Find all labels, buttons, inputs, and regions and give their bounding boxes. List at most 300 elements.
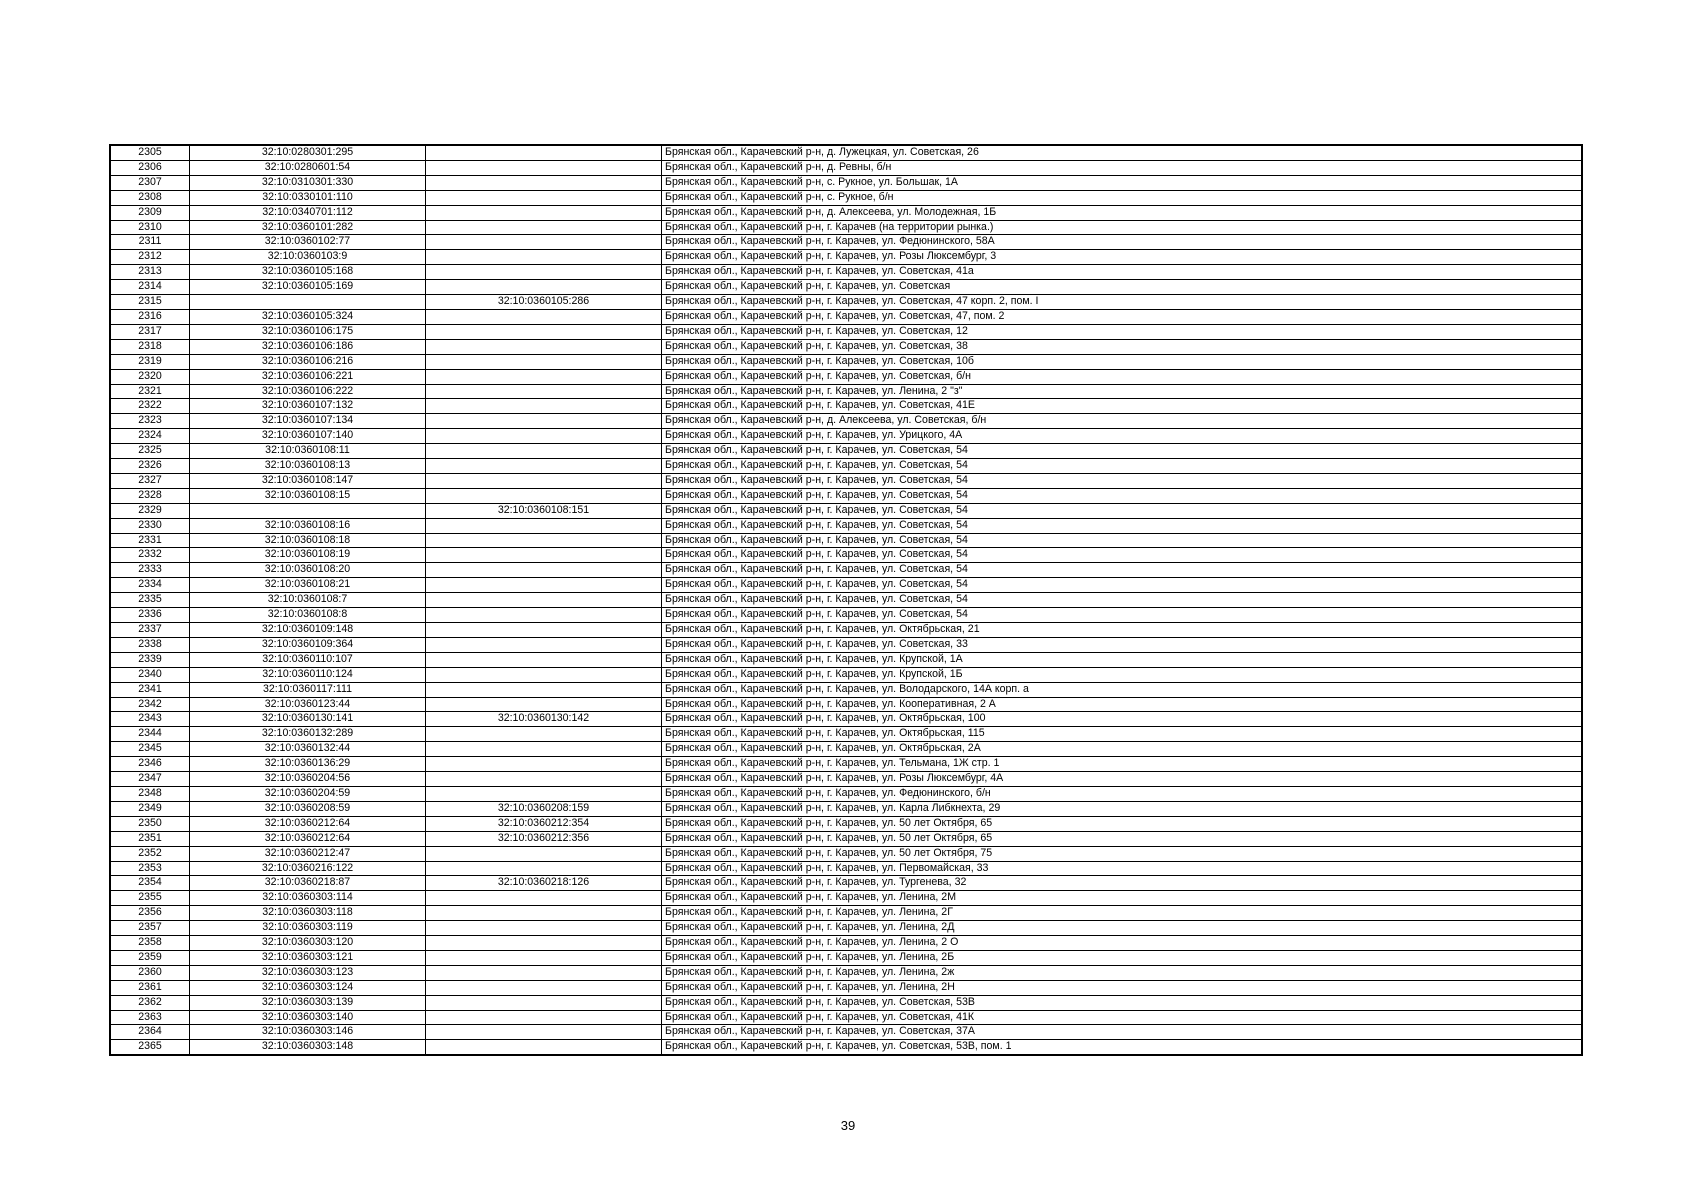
address-cell: Брянская обл., Карачевский р-н, г. Карачев, ул. Ленина, 2 "з" bbox=[662, 384, 1583, 399]
cadastral-number-cell: 32:10:0360108:147 bbox=[190, 473, 426, 488]
cadastral-number-cell: 32:10:0360108:7 bbox=[190, 593, 426, 608]
row-number-cell: 2311 bbox=[110, 235, 190, 250]
cadastral-number-cell: 32:10:0360108:11 bbox=[190, 444, 426, 459]
address-cell: Брянская обл., Карачевский р-н, д. Ревны, б/н bbox=[662, 160, 1583, 175]
table-row bbox=[110, 965, 1582, 980]
address-cell: Брянская обл., Карачевский р-н, г. Карачев, ул. Ленина, 2Г bbox=[662, 906, 1583, 921]
related-cadastral-number-cell bbox=[426, 950, 662, 965]
cadastral-number-cell: 32:10:0280301:295 bbox=[190, 145, 426, 160]
table-row bbox=[110, 980, 1582, 995]
table-row bbox=[110, 637, 1582, 652]
cadastral-number-cell: 32:10:0360108:15 bbox=[190, 488, 426, 503]
related-cadastral-number-cell bbox=[426, 309, 662, 324]
row-number-cell: 2361 bbox=[110, 980, 190, 995]
table-row bbox=[110, 235, 1582, 250]
row-number-cell: 2343 bbox=[110, 712, 190, 727]
table-row bbox=[110, 608, 1582, 623]
related-cadastral-number-cell: 32:10:0360108:151 bbox=[426, 503, 662, 518]
related-cadastral-number-cell: 32:10:0360130:142 bbox=[426, 712, 662, 727]
row-number-cell: 2315 bbox=[110, 295, 190, 310]
table-row bbox=[110, 220, 1582, 235]
address-cell: Брянская обл., Карачевский р-н, д. Алексеева, ул. Молодежная, 1Б bbox=[662, 205, 1583, 220]
cadastral-number-cell: 32:10:0360106:186 bbox=[190, 339, 426, 354]
table-row bbox=[110, 354, 1582, 369]
table-row bbox=[110, 1010, 1582, 1025]
row-number-cell: 2336 bbox=[110, 608, 190, 623]
address-cell: Брянская обл., Карачевский р-н, г. Карачев, ул. Советская, 47 корп. 2, пом. I bbox=[662, 295, 1583, 310]
row-number-cell: 2359 bbox=[110, 950, 190, 965]
cadastral-number-cell: 32:10:0360108:16 bbox=[190, 518, 426, 533]
related-cadastral-number-cell bbox=[426, 414, 662, 429]
row-number-cell: 2350 bbox=[110, 816, 190, 831]
table-row bbox=[110, 578, 1582, 593]
table-row bbox=[110, 339, 1582, 354]
table-row bbox=[110, 936, 1582, 951]
related-cadastral-number-cell bbox=[426, 1040, 662, 1055]
cadastral-number-cell: 32:10:0360303:139 bbox=[190, 995, 426, 1010]
address-cell: Брянская обл., Карачевский р-н, г. Карачев, ул. Тургенева, 32 bbox=[662, 876, 1583, 891]
row-number-cell: 2355 bbox=[110, 891, 190, 906]
row-number-cell: 2325 bbox=[110, 444, 190, 459]
table-row bbox=[110, 623, 1582, 638]
row-number-cell: 2344 bbox=[110, 727, 190, 742]
cadastral-number-cell: 32:10:0360107:140 bbox=[190, 429, 426, 444]
related-cadastral-number-cell bbox=[426, 846, 662, 861]
related-cadastral-number-cell bbox=[426, 1025, 662, 1040]
row-number-cell: 2308 bbox=[110, 190, 190, 205]
address-cell: Брянская обл., Карачевский р-н, г. Карачев, ул. Советская, 54 bbox=[662, 548, 1583, 563]
cadastral-number-cell: 32:10:0360110:124 bbox=[190, 667, 426, 682]
address-cell: Брянская обл., Карачевский р-н, г. Карачев, ул. Крупской, 1А bbox=[662, 652, 1583, 667]
row-number-cell: 2337 bbox=[110, 623, 190, 638]
related-cadastral-number-cell bbox=[426, 250, 662, 265]
cadastral-number-cell: 32:10:0360303:140 bbox=[190, 1010, 426, 1025]
related-cadastral-number-cell bbox=[426, 965, 662, 980]
related-cadastral-number-cell bbox=[426, 921, 662, 936]
address-cell: Брянская обл., Карачевский р-н, г. Карачев, ул. Советская, 12 bbox=[662, 324, 1583, 339]
table-row bbox=[110, 593, 1582, 608]
table-row bbox=[110, 369, 1582, 384]
related-cadastral-number-cell bbox=[426, 861, 662, 876]
table-row bbox=[110, 772, 1582, 787]
cadastral-number-cell: 32:10:0360105:169 bbox=[190, 280, 426, 295]
address-cell: Брянская обл., Карачевский р-н, г. Карачев, ул. Володарского, 14А корп. а bbox=[662, 682, 1583, 697]
table-row bbox=[110, 742, 1582, 757]
address-cell: Брянская обл., Карачевский р-н, г. Карачев, ул. Советская, 53В bbox=[662, 995, 1583, 1010]
row-number-cell: 2349 bbox=[110, 801, 190, 816]
row-number-cell: 2313 bbox=[110, 265, 190, 280]
row-number-cell: 2328 bbox=[110, 488, 190, 503]
row-number-cell: 2320 bbox=[110, 369, 190, 384]
address-cell: Брянская обл., Карачевский р-н, г. Карачев, ул. Карла Либкнехта, 29 bbox=[662, 801, 1583, 816]
cadastral-number-cell: 32:10:0360132:289 bbox=[190, 727, 426, 742]
address-cell: Брянская обл., Карачевский р-н, г. Карачев, ул. 50 лет Октября, 65 bbox=[662, 816, 1583, 831]
related-cadastral-number-cell bbox=[426, 280, 662, 295]
row-number-cell: 2340 bbox=[110, 667, 190, 682]
address-cell: Брянская обл., Карачевский р-н, г. Карачев, ул. Розы Люксембург, 3 bbox=[662, 250, 1583, 265]
table-row bbox=[110, 727, 1582, 742]
row-number-cell: 2345 bbox=[110, 742, 190, 757]
address-cell: Брянская обл., Карачевский р-н, г. Карачев, ул. Советская, 54 bbox=[662, 563, 1583, 578]
related-cadastral-number-cell bbox=[426, 891, 662, 906]
address-cell: Брянская обл., Карачевский р-н, г. Карачев, ул. Ленина, 2 О bbox=[662, 936, 1583, 951]
address-cell: Брянская обл., Карачевский р-н, г. Карачев, ул. Советская, 53В, пом. 1 bbox=[662, 1040, 1583, 1055]
table-row bbox=[110, 518, 1582, 533]
row-number-cell: 2363 bbox=[110, 1010, 190, 1025]
row-number-cell: 2316 bbox=[110, 309, 190, 324]
table-row bbox=[110, 846, 1582, 861]
address-cell: Брянская обл., Карачевский р-н, г. Карачев, ул. Советская, 41К bbox=[662, 1010, 1583, 1025]
row-number-cell: 2322 bbox=[110, 399, 190, 414]
property-registry-table bbox=[109, 144, 1583, 1056]
table-row bbox=[110, 712, 1582, 727]
address-cell: Брянская обл., Карачевский р-н, г. Карачев, ул. Советская, 38 bbox=[662, 339, 1583, 354]
address-cell: Брянская обл., Карачевский р-н, г. Карачев, ул. 50 лет Октября, 75 bbox=[662, 846, 1583, 861]
table-row bbox=[110, 906, 1582, 921]
related-cadastral-number-cell bbox=[426, 160, 662, 175]
cadastral-number-cell: 32:10:0330101:110 bbox=[190, 190, 426, 205]
cadastral-number-cell: 32:10:0360106:221 bbox=[190, 369, 426, 384]
row-number-cell: 2358 bbox=[110, 936, 190, 951]
row-number-cell: 2326 bbox=[110, 459, 190, 474]
table-row bbox=[110, 816, 1582, 831]
cadastral-number-cell: 32:10:0360303:124 bbox=[190, 980, 426, 995]
cadastral-number-cell: 32:10:0360303:114 bbox=[190, 891, 426, 906]
table-row bbox=[110, 682, 1582, 697]
related-cadastral-number-cell: 32:10:0360218:126 bbox=[426, 876, 662, 891]
table-row bbox=[110, 384, 1582, 399]
address-cell: Брянская обл., Карачевский р-н, г. Карачев, ул. Советская, 54 bbox=[662, 608, 1583, 623]
row-number-cell: 2335 bbox=[110, 593, 190, 608]
address-cell: Брянская обл., Карачевский р-н, г. Карачев, ул. Советская, 41Е bbox=[662, 399, 1583, 414]
table-row bbox=[110, 786, 1582, 801]
table-row bbox=[110, 160, 1582, 175]
address-cell: Брянская обл., Карачевский р-н, г. Карачев, ул. Советская, 54 bbox=[662, 503, 1583, 518]
related-cadastral-number-cell bbox=[426, 444, 662, 459]
related-cadastral-number-cell bbox=[426, 786, 662, 801]
address-cell: Брянская обл., Карачевский р-н, г. Карачев, ул. Крупской, 1Б bbox=[662, 667, 1583, 682]
cadastral-number-cell: 32:10:0280601:54 bbox=[190, 160, 426, 175]
related-cadastral-number-cell bbox=[426, 369, 662, 384]
address-cell: Брянская обл., Карачевский р-н, г. Карачев, ул. Октябрьская, 115 bbox=[662, 727, 1583, 742]
row-number-cell: 2317 bbox=[110, 324, 190, 339]
row-number-cell: 2305 bbox=[110, 145, 190, 160]
address-cell: Брянская обл., Карачевский р-н, г. Карачев, ул. Ленина, 2Б bbox=[662, 950, 1583, 965]
related-cadastral-number-cell bbox=[426, 623, 662, 638]
table-row bbox=[110, 757, 1582, 772]
table-row bbox=[110, 205, 1582, 220]
cadastral-number-cell: 32:10:0360108:21 bbox=[190, 578, 426, 593]
related-cadastral-number-cell bbox=[426, 936, 662, 951]
row-number-cell: 2364 bbox=[110, 1025, 190, 1040]
related-cadastral-number-cell bbox=[426, 727, 662, 742]
address-cell: Брянская обл., Карачевский р-н, г. Карачев, ул. Советская, б/н bbox=[662, 369, 1583, 384]
table-row bbox=[110, 652, 1582, 667]
row-number-cell: 2354 bbox=[110, 876, 190, 891]
row-number-cell: 2341 bbox=[110, 682, 190, 697]
related-cadastral-number-cell bbox=[426, 220, 662, 235]
related-cadastral-number-cell bbox=[426, 175, 662, 190]
table-row bbox=[110, 295, 1582, 310]
address-cell: Брянская обл., Карачевский р-н, г. Карачев, ул. Ленина, 2Д bbox=[662, 921, 1583, 936]
table-row bbox=[110, 473, 1582, 488]
related-cadastral-number-cell bbox=[426, 235, 662, 250]
row-number-cell: 2330 bbox=[110, 518, 190, 533]
address-cell: Брянская обл., Карачевский р-н, г. Карачев, ул. Ленина, 2Н bbox=[662, 980, 1583, 995]
cadastral-number-cell: 32:10:0360204:59 bbox=[190, 786, 426, 801]
address-cell: Брянская обл., Карачевский р-н, г. Карачев, ул. Розы Люксембург, 4А bbox=[662, 772, 1583, 787]
registry-table-body bbox=[110, 145, 1582, 1055]
related-cadastral-number-cell bbox=[426, 608, 662, 623]
related-cadastral-number-cell bbox=[426, 354, 662, 369]
row-number-cell: 2339 bbox=[110, 652, 190, 667]
cadastral-number-cell: 32:10:0360212:64 bbox=[190, 816, 426, 831]
cadastral-number-cell: 32:10:0360105:324 bbox=[190, 309, 426, 324]
table-row bbox=[110, 175, 1582, 190]
cadastral-number-cell bbox=[190, 503, 426, 518]
related-cadastral-number-cell bbox=[426, 324, 662, 339]
row-number-cell: 2329 bbox=[110, 503, 190, 518]
address-cell: Брянская обл., Карачевский р-н, г. Карачев (на территории рынка.) bbox=[662, 220, 1583, 235]
row-number-cell: 2307 bbox=[110, 175, 190, 190]
related-cadastral-number-cell: 32:10:0360208:159 bbox=[426, 801, 662, 816]
table-row bbox=[110, 190, 1582, 205]
page-number: 39 bbox=[840, 1118, 856, 1133]
address-cell: Брянская обл., Карачевский р-н, г. Карачев, ул. Кооперативная, 2 А bbox=[662, 697, 1583, 712]
related-cadastral-number-cell bbox=[426, 190, 662, 205]
row-number-cell: 2352 bbox=[110, 846, 190, 861]
table-row bbox=[110, 861, 1582, 876]
row-number-cell: 2327 bbox=[110, 473, 190, 488]
cadastral-number-cell: 32:10:0360106:175 bbox=[190, 324, 426, 339]
address-cell: Брянская обл., Карачевский р-н, г. Карачев, ул. Советская, 54 bbox=[662, 459, 1583, 474]
address-cell: Брянская обл., Карачевский р-н, с. Рукное, б/н bbox=[662, 190, 1583, 205]
related-cadastral-number-cell bbox=[426, 742, 662, 757]
table-row bbox=[110, 250, 1582, 265]
address-cell: Брянская обл., Карачевский р-н, г. Карачев, ул. 50 лет Октября, 65 bbox=[662, 831, 1583, 846]
row-number-cell: 2318 bbox=[110, 339, 190, 354]
related-cadastral-number-cell bbox=[426, 757, 662, 772]
table-row bbox=[110, 876, 1582, 891]
cadastral-number-cell: 32:10:0310301:330 bbox=[190, 175, 426, 190]
table-row bbox=[110, 1025, 1582, 1040]
table-row bbox=[110, 145, 1582, 160]
related-cadastral-number-cell bbox=[426, 593, 662, 608]
address-cell: Брянская обл., Карачевский р-н, г. Карачев, ул. Советская, 37А bbox=[662, 1025, 1583, 1040]
related-cadastral-number-cell bbox=[426, 906, 662, 921]
cadastral-number-cell: 32:10:0360106:216 bbox=[190, 354, 426, 369]
related-cadastral-number-cell bbox=[426, 518, 662, 533]
related-cadastral-number-cell bbox=[426, 339, 662, 354]
related-cadastral-number-cell bbox=[426, 772, 662, 787]
related-cadastral-number-cell bbox=[426, 563, 662, 578]
table-row bbox=[110, 488, 1582, 503]
cadastral-number-cell: 32:10:0360303:118 bbox=[190, 906, 426, 921]
row-number-cell: 2342 bbox=[110, 697, 190, 712]
related-cadastral-number-cell: 32:10:0360212:356 bbox=[426, 831, 662, 846]
table-row bbox=[110, 309, 1582, 324]
cadastral-number-cell: 32:10:0360108:20 bbox=[190, 563, 426, 578]
row-number-cell: 2357 bbox=[110, 921, 190, 936]
row-number-cell: 2324 bbox=[110, 429, 190, 444]
related-cadastral-number-cell bbox=[426, 488, 662, 503]
related-cadastral-number-cell bbox=[426, 682, 662, 697]
related-cadastral-number-cell bbox=[426, 145, 662, 160]
table-row bbox=[110, 533, 1582, 548]
related-cadastral-number-cell bbox=[426, 205, 662, 220]
table-row bbox=[110, 548, 1582, 563]
table-row bbox=[110, 399, 1582, 414]
row-number-cell: 2309 bbox=[110, 205, 190, 220]
address-cell: Брянская обл., Карачевский р-н, г. Карачев, ул. Советская, 54 bbox=[662, 488, 1583, 503]
cadastral-number-cell: 32:10:0360218:87 bbox=[190, 876, 426, 891]
address-cell: Брянская обл., Карачевский р-н, г. Карачев, ул. Октябрьская, 21 bbox=[662, 623, 1583, 638]
table-row bbox=[110, 1040, 1582, 1055]
cadastral-number-cell: 32:10:0360132:44 bbox=[190, 742, 426, 757]
cadastral-number-cell: 32:10:0360204:56 bbox=[190, 772, 426, 787]
row-number-cell: 2356 bbox=[110, 906, 190, 921]
row-number-cell: 2319 bbox=[110, 354, 190, 369]
related-cadastral-number-cell bbox=[426, 652, 662, 667]
row-number-cell: 2331 bbox=[110, 533, 190, 548]
cadastral-number-cell: 32:10:0360303:148 bbox=[190, 1040, 426, 1055]
cadastral-number-cell: 32:10:0360130:141 bbox=[190, 712, 426, 727]
table-row bbox=[110, 324, 1582, 339]
row-number-cell: 2334 bbox=[110, 578, 190, 593]
row-number-cell: 2348 bbox=[110, 786, 190, 801]
table-row bbox=[110, 950, 1582, 965]
cadastral-number-cell: 32:10:0360303:121 bbox=[190, 950, 426, 965]
cadastral-number-cell bbox=[190, 295, 426, 310]
address-cell: Брянская обл., Карачевский р-н, г. Карачев, ул. Ленина, 2М bbox=[662, 891, 1583, 906]
row-number-cell: 2360 bbox=[110, 965, 190, 980]
cadastral-number-cell: 32:10:0360102:77 bbox=[190, 235, 426, 250]
related-cadastral-number-cell bbox=[426, 697, 662, 712]
table-row bbox=[110, 414, 1582, 429]
related-cadastral-number-cell bbox=[426, 995, 662, 1010]
related-cadastral-number-cell bbox=[426, 533, 662, 548]
cadastral-number-cell: 32:10:0360212:64 bbox=[190, 831, 426, 846]
address-cell: Брянская обл., Карачевский р-н, г. Карачев, ул. Советская, 54 bbox=[662, 593, 1583, 608]
table-row bbox=[110, 667, 1582, 682]
address-cell: Брянская обл., Карачевский р-н, г. Карачев, ул. Советская, 10б bbox=[662, 354, 1583, 369]
cadastral-number-cell: 32:10:0360123:44 bbox=[190, 697, 426, 712]
address-cell: Брянская обл., Карачевский р-н, г. Карачев, ул. Советская, 41а bbox=[662, 265, 1583, 280]
row-number-cell: 2321 bbox=[110, 384, 190, 399]
table-row bbox=[110, 563, 1582, 578]
row-number-cell: 2338 bbox=[110, 637, 190, 652]
cadastral-number-cell: 32:10:0360101:282 bbox=[190, 220, 426, 235]
cadastral-number-cell: 32:10:0360303:119 bbox=[190, 921, 426, 936]
cadastral-number-cell: 32:10:0360303:120 bbox=[190, 936, 426, 951]
cadastral-number-cell: 32:10:0360109:364 bbox=[190, 637, 426, 652]
row-number-cell: 2346 bbox=[110, 757, 190, 772]
table-row bbox=[110, 697, 1582, 712]
table-row bbox=[110, 444, 1582, 459]
address-cell: Брянская обл., Карачевский р-н, г. Карачев, ул. Советская, 54 bbox=[662, 518, 1583, 533]
address-cell: Брянская обл., Карачевский р-н, г. Карачев, ул. Октябрьская, 100 bbox=[662, 712, 1583, 727]
related-cadastral-number-cell bbox=[426, 548, 662, 563]
cadastral-number-cell: 32:10:0360107:134 bbox=[190, 414, 426, 429]
cadastral-number-cell: 32:10:0360108:13 bbox=[190, 459, 426, 474]
cadastral-number-cell: 32:10:0360107:132 bbox=[190, 399, 426, 414]
related-cadastral-number-cell bbox=[426, 473, 662, 488]
cadastral-number-cell: 32:10:0360105:168 bbox=[190, 265, 426, 280]
cadastral-number-cell: 32:10:0360303:123 bbox=[190, 965, 426, 980]
address-cell: Брянская обл., Карачевский р-н, с. Рукное, ул. Большак, 1А bbox=[662, 175, 1583, 190]
related-cadastral-number-cell bbox=[426, 265, 662, 280]
row-number-cell: 2333 bbox=[110, 563, 190, 578]
address-cell: Брянская обл., Карачевский р-н, г. Карачев, ул. Октябрьская, 2А bbox=[662, 742, 1583, 757]
address-cell: Брянская обл., Карачевский р-н, г. Карачев, ул. Советская, 33 bbox=[662, 637, 1583, 652]
address-cell: Брянская обл., Карачевский р-н, г. Карачев, ул. Ленина, 2ж bbox=[662, 965, 1583, 980]
address-cell: Брянская обл., Карачевский р-н, г. Карачев, ул. Советская, 47, пом. 2 bbox=[662, 309, 1583, 324]
related-cadastral-number-cell: 32:10:0360105:286 bbox=[426, 295, 662, 310]
address-cell: Брянская обл., Карачевский р-н, д. Лужецкая, ул. Советская, 26 bbox=[662, 145, 1583, 160]
address-cell: Брянская обл., Карачевский р-н, г. Карачев, ул. Урицкого, 4А bbox=[662, 429, 1583, 444]
row-number-cell: 2351 bbox=[110, 831, 190, 846]
related-cadastral-number-cell bbox=[426, 637, 662, 652]
row-number-cell: 2312 bbox=[110, 250, 190, 265]
table-row bbox=[110, 891, 1582, 906]
table-row bbox=[110, 265, 1582, 280]
table-row bbox=[110, 831, 1582, 846]
cadastral-number-cell: 32:10:0360136:29 bbox=[190, 757, 426, 772]
related-cadastral-number-cell bbox=[426, 578, 662, 593]
address-cell: Брянская обл., Карачевский р-н, д. Алексеева, ул. Советская, б/н bbox=[662, 414, 1583, 429]
address-cell: Брянская обл., Карачевский р-н, г. Карачев, ул. Советская bbox=[662, 280, 1583, 295]
address-cell: Брянская обл., Карачевский р-н, г. Карачев, ул. Советская, 54 bbox=[662, 473, 1583, 488]
table-row bbox=[110, 801, 1582, 816]
cadastral-number-cell: 32:10:0360108:19 bbox=[190, 548, 426, 563]
address-cell: Брянская обл., Карачевский р-н, г. Карачев, ул. Федюнинского, б/н bbox=[662, 786, 1583, 801]
table-row bbox=[110, 429, 1582, 444]
table-row bbox=[110, 280, 1582, 295]
table-row bbox=[110, 459, 1582, 474]
related-cadastral-number-cell bbox=[426, 399, 662, 414]
row-number-cell: 2365 bbox=[110, 1040, 190, 1055]
cadastral-number-cell: 32:10:0360216:122 bbox=[190, 861, 426, 876]
related-cadastral-number-cell bbox=[426, 384, 662, 399]
cadastral-number-cell: 32:10:0360108:18 bbox=[190, 533, 426, 548]
cadastral-number-cell: 32:10:0360208:59 bbox=[190, 801, 426, 816]
cadastral-number-cell: 32:10:0360109:148 bbox=[190, 623, 426, 638]
row-number-cell: 2362 bbox=[110, 995, 190, 1010]
cadastral-number-cell: 32:10:0360117:111 bbox=[190, 682, 426, 697]
cadastral-number-cell: 32:10:0360103:9 bbox=[190, 250, 426, 265]
row-number-cell: 2306 bbox=[110, 160, 190, 175]
related-cadastral-number-cell bbox=[426, 980, 662, 995]
related-cadastral-number-cell bbox=[426, 459, 662, 474]
row-number-cell: 2332 bbox=[110, 548, 190, 563]
row-number-cell: 2314 bbox=[110, 280, 190, 295]
row-number-cell: 2347 bbox=[110, 772, 190, 787]
address-cell: Брянская обл., Карачевский р-н, г. Карачев, ул. Советская, 54 bbox=[662, 578, 1583, 593]
address-cell: Брянская обл., Карачевский р-н, г. Карачев, ул. Тельмана, 1Ж стр. 1 bbox=[662, 757, 1583, 772]
address-cell: Брянская обл., Карачевский р-н, г. Карачев, ул. Федюнинского, 58А bbox=[662, 235, 1583, 250]
related-cadastral-number-cell bbox=[426, 1010, 662, 1025]
cadastral-number-cell: 32:10:0360108:8 bbox=[190, 608, 426, 623]
table-row bbox=[110, 503, 1582, 518]
cadastral-number-cell: 32:10:0360106:222 bbox=[190, 384, 426, 399]
row-number-cell: 2353 bbox=[110, 861, 190, 876]
address-cell: Брянская обл., Карачевский р-н, г. Карачев, ул. Первомайская, 33 bbox=[662, 861, 1583, 876]
cadastral-number-cell: 32:10:0360303:146 bbox=[190, 1025, 426, 1040]
cadastral-number-cell: 32:10:0340701:112 bbox=[190, 205, 426, 220]
related-cadastral-number-cell bbox=[426, 429, 662, 444]
related-cadastral-number-cell: 32:10:0360212:354 bbox=[426, 816, 662, 831]
cadastral-number-cell: 32:10:0360110:107 bbox=[190, 652, 426, 667]
